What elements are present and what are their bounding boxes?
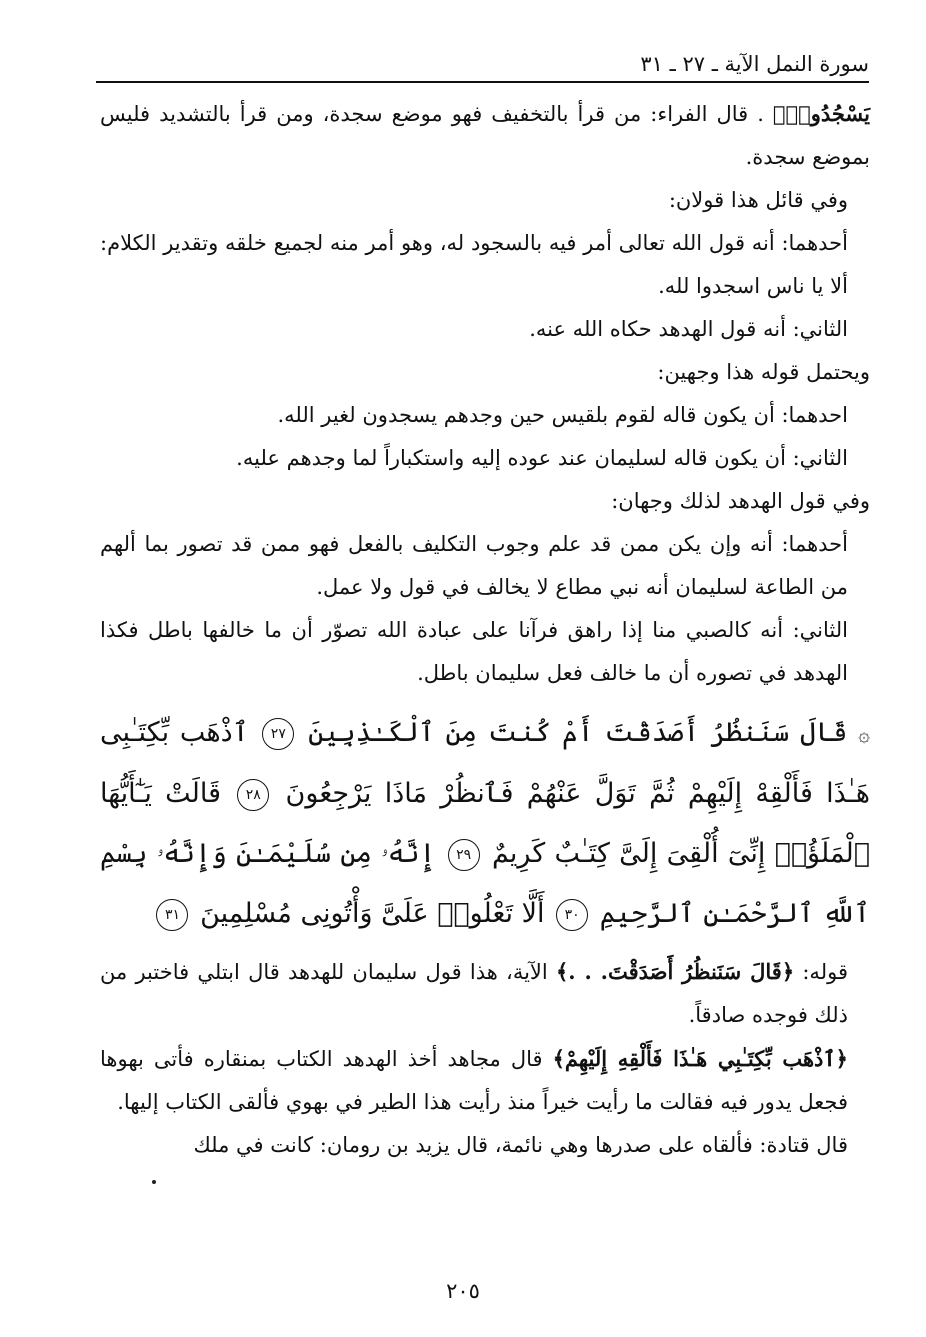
quran-quote: يَسْجُدُوا۟﴾ xyxy=(772,101,871,126)
paragraph: ويحتمل قوله هذا وجهين: xyxy=(657,360,870,384)
running-header: سورة النمل الآية ـ ٢٧ ـ ٣١ xyxy=(640,52,869,76)
commentary-paragraph xyxy=(100,950,870,1037)
ayah-number: ٢٩ xyxy=(448,839,480,871)
paragraph-text: . قال الفراء: من قرأ بالتخفيف فهو موضع سجدة، ومن قرأ بالتشديد فليس بموضع سجدة. xyxy=(100,102,870,169)
paragraph: أحدهما: أنه قول الله تعالى أمر فيه بالسجود له، وهو أمر منه لجميع خلقه وتقدير الكلام: ألا يا ناس اسجدوا لله. xyxy=(100,231,848,298)
paragraph: وفي قائل هذا قولان: xyxy=(668,188,848,212)
paragraph: الثاني: أنه كالصبي منا إذا راهق فرآنا على عبادة الله تصوّر أن ما خالفها باطل فكذا الهدهد في تصوره أن ما خالف فعل سليمان باطل. xyxy=(100,618,848,685)
header-divider xyxy=(96,81,869,83)
commentary-paragraph: قال قتادة: فألقاه على صدرها وهي نائمة، قال يزيد بن رومان: كانت في ملك xyxy=(193,1133,848,1157)
verse-text: أَلَّا تَعْلُوا۟ عَلَىَّ وَأْتُونِى مُسْلِمِينَ xyxy=(200,898,545,929)
verse-text: ٱذْهَب بِّكِتَـٰبِى هَـٰذَا فَأَلْقِهْ إِلَيْهِمْ ثُمَّ تَوَلَّ عَنْهُمْ فَٱنظُرْ مَاذَا يَرْجِعُونَ xyxy=(100,717,870,809)
commentary-text: قال مجاهد أخذ الهدهد الكتاب بمنقاره فأتى بهوها فجعل يدور فيه فقالت ما رأيت خيراً منذ رأيت هذا الطير في بهوي فألقى الكتاب إليها. xyxy=(100,1047,848,1114)
ayah-number: ٢٨ xyxy=(237,779,269,811)
quran-quote: ﴿قَالَ سَنَنظُرُ أَصَدَقْتَ. . .﴾ xyxy=(555,959,795,984)
paragraph: الثاني: أنه قول الهدهد حكاه الله عنه. xyxy=(529,317,848,341)
commentary-text: قوله: xyxy=(794,960,848,984)
ayah-number: ٢٧ xyxy=(262,718,294,750)
commentary-paragraph xyxy=(100,1037,870,1124)
paragraph: احدهما: أن يكون قاله لقوم بلقيس حين وجدهم يسجدون لغير الله. xyxy=(277,403,848,427)
verse-text: إِنَّهُۥ مِن سُلَيْمَـٰنَ وَإِنَّهُۥ بِسْمِ ٱللَّهِ ٱلرَّحْمَـٰنِ ٱلرَّحِيمِ xyxy=(100,838,870,929)
verse-text: قَالَتْ يَـٰٓأَيُّهَا ٱلْمَلَؤُا۟ إِنِّىٓ أُلْقِىَ إِلَىَّ كِتَـٰبٌ كَرِيمٌ xyxy=(100,778,870,869)
ayah-number: ٣٠ xyxy=(556,899,588,931)
quran-verses xyxy=(100,703,870,944)
print-speck xyxy=(152,1180,156,1184)
rub-el-hizb-icon: ۞ xyxy=(858,722,870,746)
paragraph: أحدهما: أنه وإن يكن ممن قد علم وجوب التكليف بالفعل فهو ممن قد تصور بما ألهم من الطاعة لسليمان أنه نبي مطاع لا يخالف في قول ولا عمل. xyxy=(100,532,848,599)
main-text xyxy=(100,92,870,1167)
ayah-number: ٣١ xyxy=(156,899,188,931)
paragraph xyxy=(100,92,870,179)
paragraph: وفي قول الهدهد لذلك وجهان: xyxy=(611,489,870,513)
quran-quote: ﴿ٱذْهَب بِّكِتَـٰبِي هَـٰذَا فَأَلْقِهِ إِلَيْهِمْ﴾ xyxy=(552,1046,848,1071)
page-number: ٢٠٥ xyxy=(446,1279,480,1303)
verse-text: قَالَ سَنَنظُرُ أَصَدَقْتَ أَمْ كُنتَ مِنَ ٱلْكَـٰذِبِينَ xyxy=(308,717,848,748)
paragraph: الثاني: أن يكون قاله لسليمان عند عوده إليه واستكباراً لما وجدهم عليه. xyxy=(236,446,848,470)
commentary-text: الآية، هذا قول سليمان للهدهد قال ابتلي فاختبر من ذلك فوجده صادقاً. xyxy=(100,960,848,1027)
